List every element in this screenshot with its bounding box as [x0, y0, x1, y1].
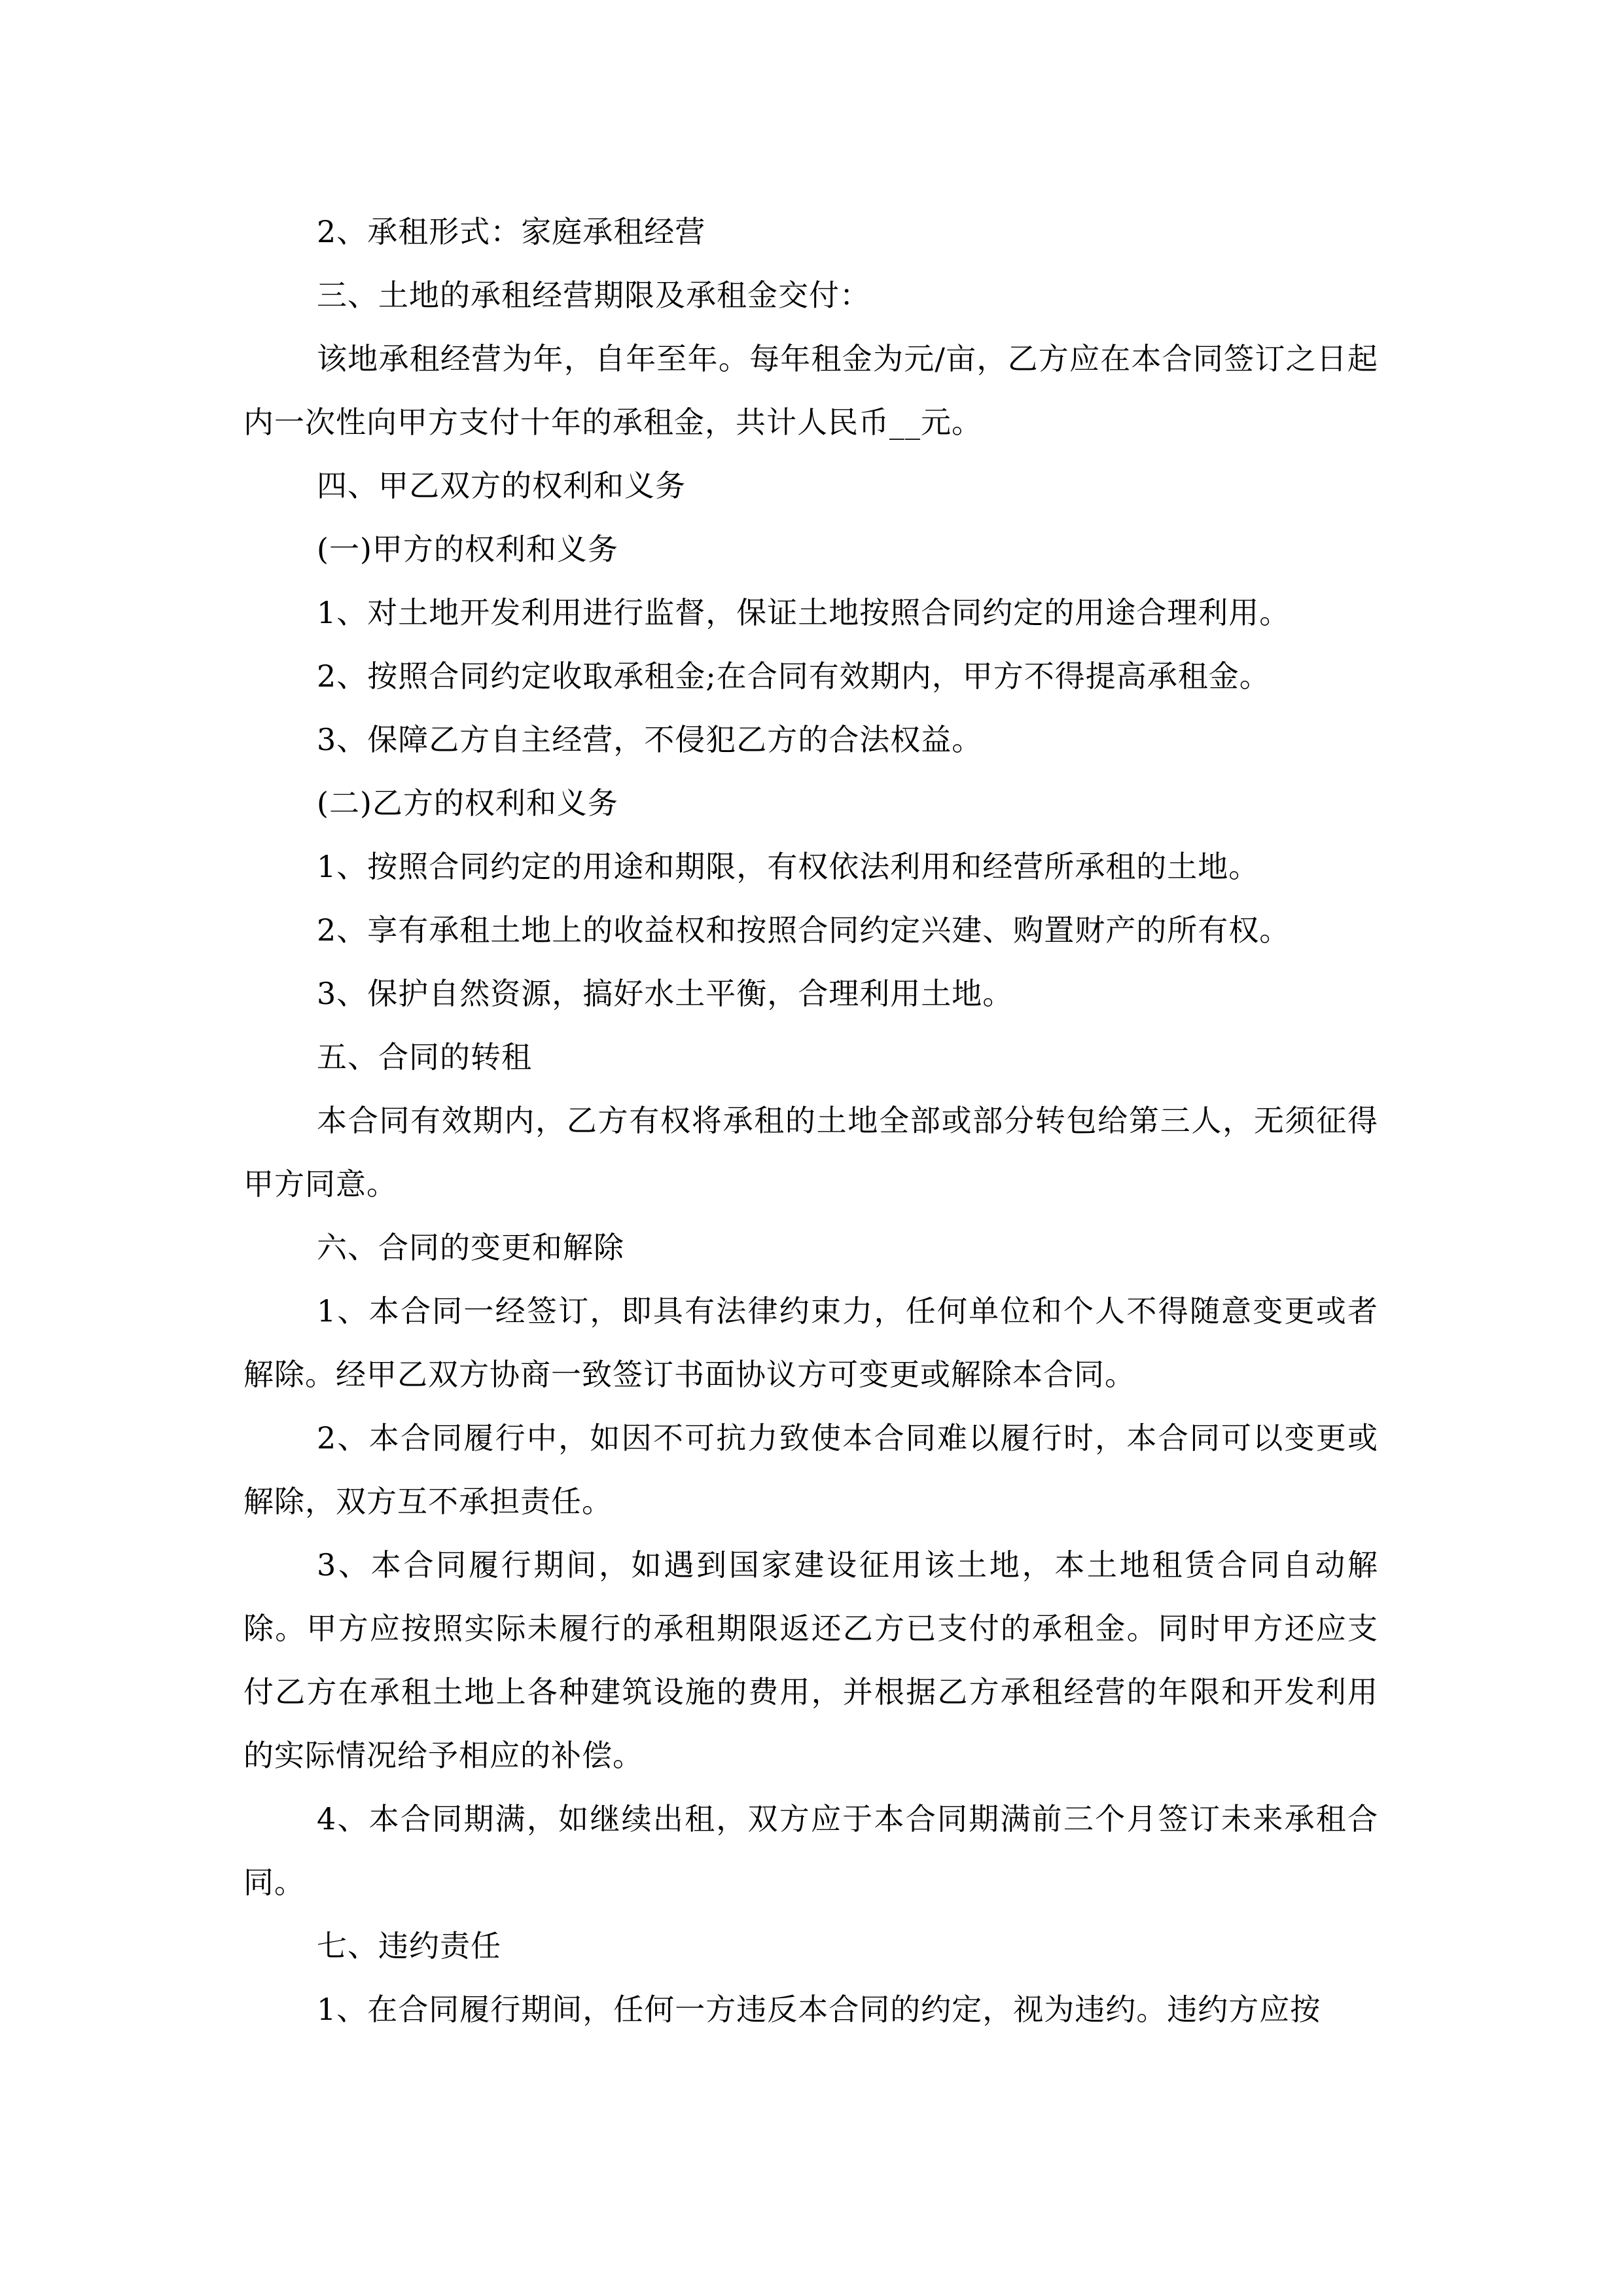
- clause-lease-form: 2、承租形式：家庭承租经营: [317, 214, 706, 249]
- clause-change-4: 4、本合同期满，如继续出租，双方应于本合同期满前三个月签订未来承租合同。: [243, 1801, 1378, 1900]
- clause-party-b-2: 2、享有承租土地上的收益权和按照合同约定兴建、购置财产的所有权。: [317, 912, 1291, 948]
- clause-party-a-1: 1、对土地开发利用进行监督，保证土地按照合同约定的用途合理利用。: [317, 595, 1291, 630]
- subsection-heading-party-b: (二)乙方的权利和义务: [317, 785, 618, 821]
- clause-change-3: 3、本合同履行期间，如遇到国家建设征用该土地，本土地租赁合同自动解除。甲方应按照实际未履行的承租期限返还乙方已支付的承租金。同时甲方还应支付乙方在承租土地上各种建筑设施的费用，并根据乙方承租经营的年限和开发利用的实际情况给予相应的补偿。: [243, 1547, 1378, 1773]
- section-heading-sublease: 五、合同的转租: [317, 1039, 532, 1075]
- subsection-heading-party-a: (一)甲方的权利和义务: [317, 531, 618, 567]
- clause-party-a-3: 3、保障乙方自主经营，不侵犯乙方的合法权益。: [317, 722, 983, 757]
- clause-party-b-1: 1、按照合同约定的用途和期限，有权依法利用和经营所承租的土地。: [317, 849, 1260, 884]
- clause-breach-1: 1、在合同履行期间，任何一方违反本合同的约定，视为违约。违约方应按: [317, 1992, 1321, 2027]
- section-heading-term-and-payment: 三、土地的承租经营期限及承租金交付：: [317, 278, 870, 313]
- document-body: [243, 200, 1378, 2041]
- section-heading-breach: 七、违约责任: [317, 1928, 501, 1964]
- clause-party-a-2: 2、按照合同约定收取承租金;在合同有效期内，甲方不得提高承租金。: [317, 658, 1270, 694]
- clause-term-and-rent: 该地承租经营为年，自年至年。每年租金为元/亩，乙方应在本合同签订之日起内一次性向甲方支付十年的承租金，共计人民币__元。: [243, 341, 1378, 440]
- section-heading-change-termination: 六、合同的变更和解除: [317, 1230, 624, 1265]
- clause-change-1: 1、本合同一经签订，即具有法律约束力，任何单位和个人不得随意变更或者解除。经甲乙双方协商一致签订书面协议方可变更或解除本合同。: [243, 1293, 1378, 1392]
- clause-party-b-3: 3、保护自然资源，搞好水土平衡，合理利用土地。: [317, 976, 1014, 1011]
- section-heading-rights-obligations: 四、甲乙双方的权利和义务: [317, 468, 686, 503]
- clause-sublease: 本合同有效期内，乙方有权将承租的土地全部或部分转包给第三人，无须征得甲方同意。: [243, 1103, 1378, 1202]
- clause-change-2: 2、本合同履行中，如因不可抗力致使本合同难以履行时，本合同可以变更或解除，双方互不承担责任。: [243, 1420, 1378, 1519]
